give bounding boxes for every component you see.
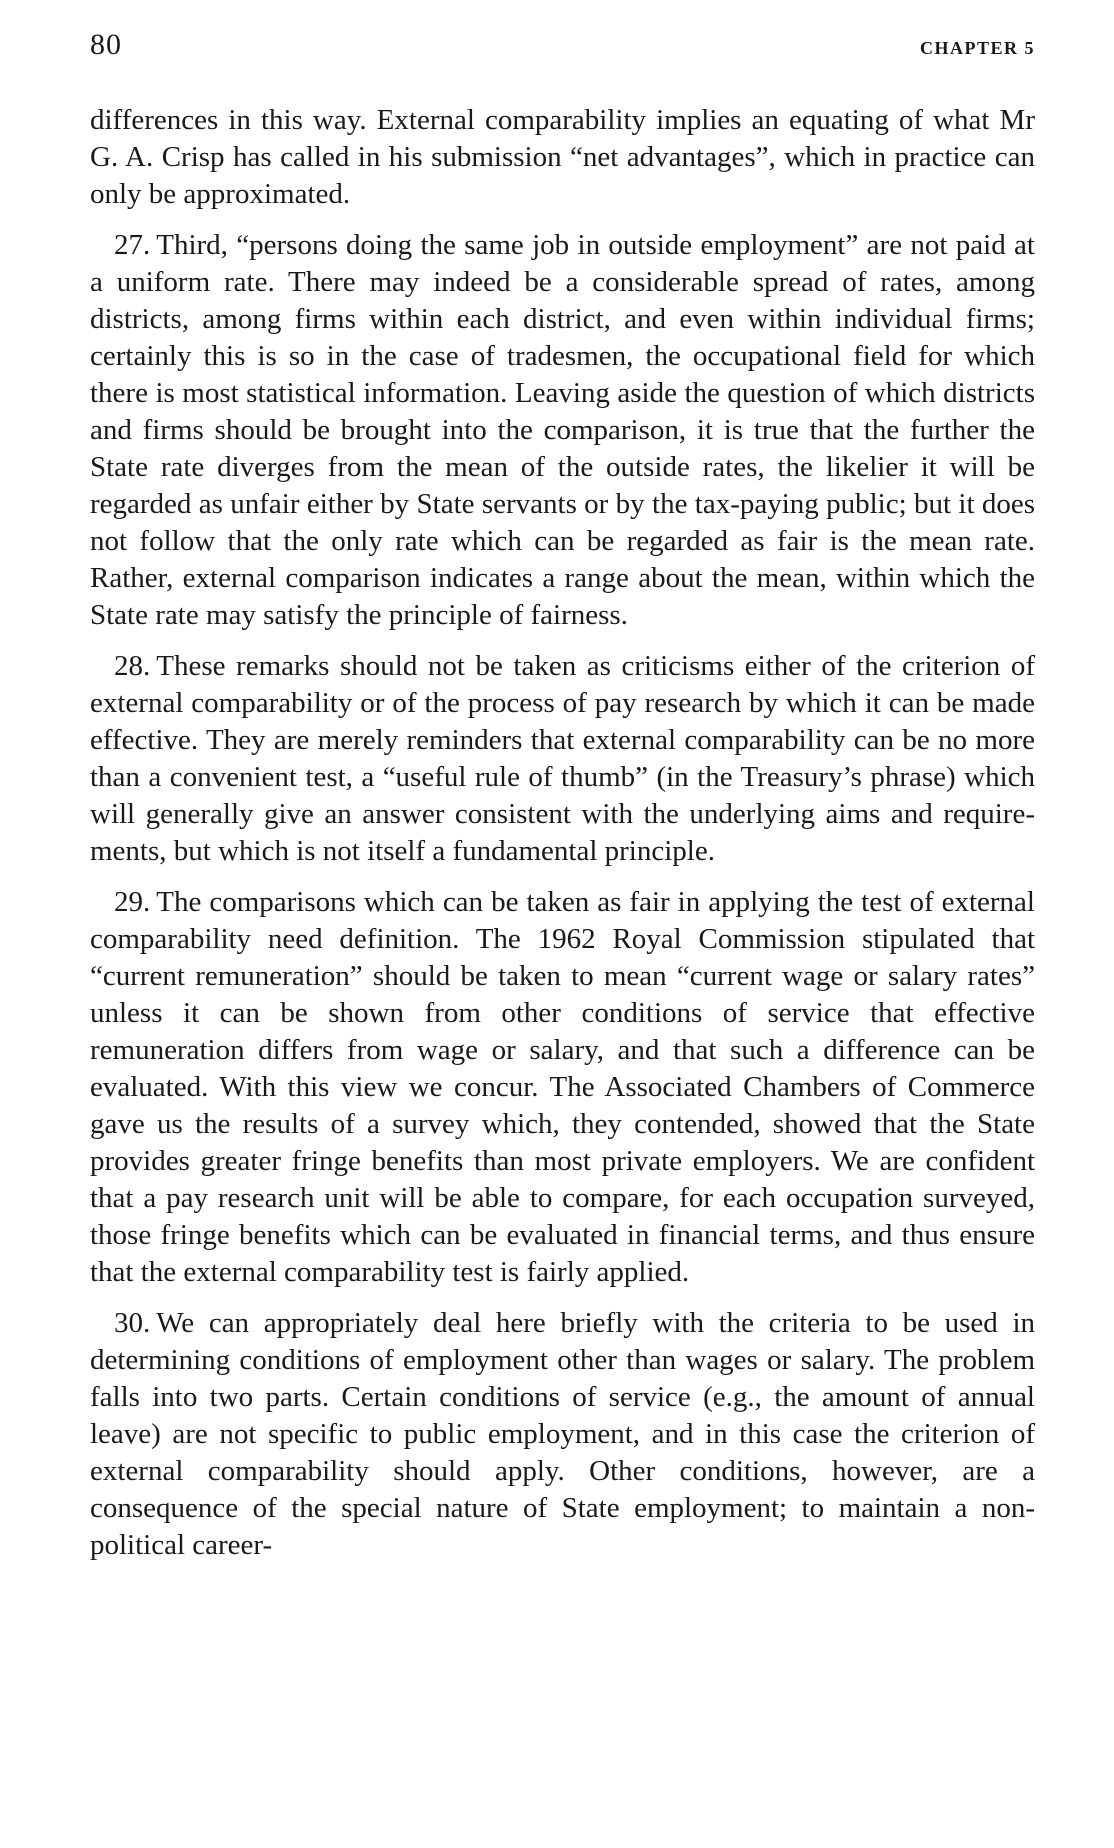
paragraph-text: differences in this way. External comparability implies an equating of what Mr G. A. Crisp has called in his submission “net advantages”, which in practice can only be approximated. — [90, 104, 1035, 210]
paragraph-text: These remarks should not be taken as criticisms either of the criterion of external comparability or of the process of pay research by which it can be made effective. They are merely reminders that external comparability can be no more than a convenient test, a “useful rule of thumb” (in the Treasury’s phrase) which will generally give an answer consistent with the underlying aims and requirements, but which is not itself a fundamental principle. — [90, 650, 1035, 867]
document-page — [90, 28, 1035, 1578]
paragraph-28 — [90, 648, 1035, 870]
page-header — [90, 28, 1035, 86]
paragraph-27 — [90, 227, 1035, 634]
paragraph-number: 30. — [114, 1307, 151, 1339]
paragraph-30 — [90, 1305, 1035, 1564]
paragraph-continued — [90, 102, 1035, 213]
paragraph-number: 28. — [114, 650, 151, 682]
body-text — [90, 102, 1035, 1564]
paragraph-number: 27. — [114, 229, 151, 261]
paragraph-text: Third, “persons doing the same job in outside employment” are not paid at a uniform rate. There may indeed be a considerable spread of rates, among districts, among firms within each district, and even within individual firms; certainly this is so in the case of tradesmen, the occupational field for which there is most statistical information. Leaving aside the question of which districts and firms should be brought into the comparison, it is true that the further the State rate diverges from the mean of the outside rates, the likelier it will be regarded as unfair either by State servants or by the tax-paying public; but it does not follow that the only rate which can be regarded as fair is the mean rate. Rather, external comparison indicates a range about the mean, within which the State rate may satisfy the principle of fairness. — [90, 229, 1035, 631]
page-number: 80 — [90, 28, 122, 61]
paragraph-text: We can appropriately deal here briefly with the criteria to be used in determining conditions of employment other than wages or salary. The problem falls into two parts. Certain conditions of service (e.g., the amount of annual leave) are not specific to public employment, and in this case the criterion of external comparability should apply. Other conditions, however, are a consequence of the special nature of State employment; to maintain a non-political career- — [90, 1307, 1035, 1561]
chapter-label: CHAPTER 5 — [919, 38, 1035, 58]
paragraph-29 — [90, 884, 1035, 1291]
paragraph-number: 29. — [114, 886, 151, 918]
paragraph-text: The comparisons which can be taken as fair in applying the test of external comparability need definition. The 1962 Royal Commission stipulated that “current remuneration” should be taken to mean “current wage or salary rates” unless it can be shown from other conditions of service that effective remuneration differs from wage or salary, and that such a difference can be evaluated. With this view we concur. The Associated Chambers of Commerce gave us the results of a survey which, they contended, showed that the State provides greater fringe benefits than most private employers. We are confident that a pay research unit will be able to compare, for each occupation surveyed, those fringe benefits which can be evaluated in financial terms, and thus ensure that the external comparability test is fairly applied. — [90, 886, 1035, 1288]
